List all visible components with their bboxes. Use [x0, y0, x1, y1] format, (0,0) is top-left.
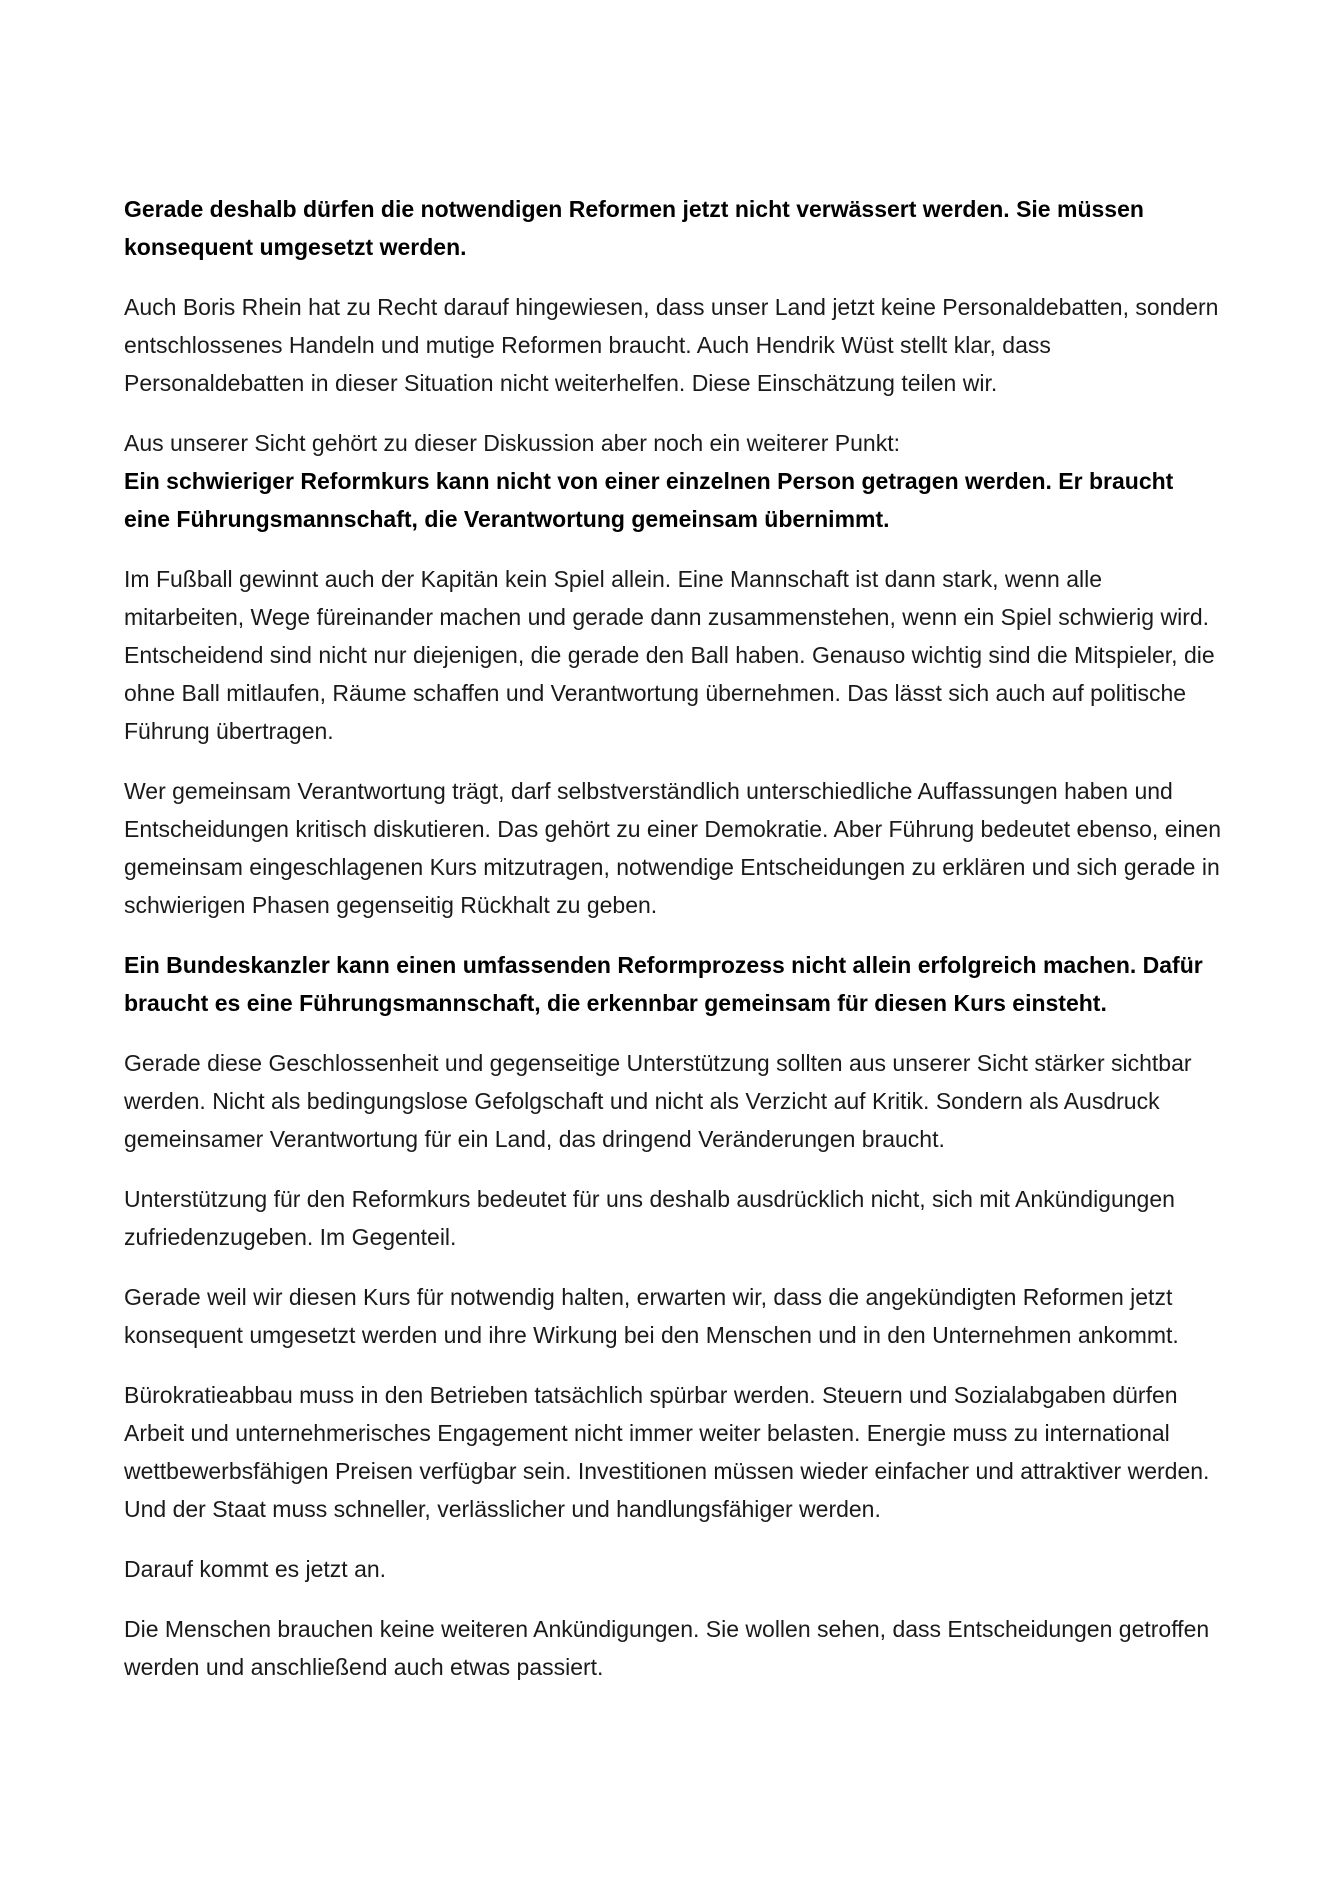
document-page — [124, 190, 1224, 1708]
paragraph-support: Unterstützung für den Reformkurs bedeutet für uns deshalb ausdrücklich nicht, sich mit Ankündigungen zufriedenzugeben. Im Gegenteil. — [124, 1186, 1175, 1250]
paragraph-bold-reforms: Gerade deshalb dürfen die notwendigen Reformen jetzt nicht verwässert werden. Sie müssen konsequent umgesetzt werden. — [124, 196, 1144, 260]
paragraph-closing: Die Menschen brauchen keine weiteren Ankündigungen. Sie wollen sehen, dass Entscheidungen getroffen werden und anschließend auch etwas passiert. — [124, 1616, 1210, 1680]
paragraph-emphasis: Ein schwieriger Reformkurs kann nicht von einer einzelnen Person getragen werden. Er braucht eine Führungsmannschaft, die Verantwortung gemeinsam übernimmt. — [124, 468, 1174, 532]
paragraph-rhein-wuest: Auch Boris Rhein hat zu Recht darauf hingewiesen, dass unser Land jetzt keine Personaldebatten, sondern entschlossenes Handeln und mutige Reformen braucht. Auch Hendrik Wüst stellt klar, dass Personaldebatten in dieser Situation nicht weiterhelfen. Diese Einschätzung teilen wir. — [124, 294, 1219, 396]
paragraph-football-analogy: Im Fußball gewinnt auch der Kapitän kein Spiel allein. Eine Mannschaft ist dann stark, wenn alle mitarbeiten, Wege füreinander machen und gerade dann zusammenstehen, wenn ein Spiel schwierig wird. Entscheidend sind nicht nur diejenigen, die gerade den Ball haben. Genauso wichtig sind die Mitspieler, die ohne Ball mitlaufen, Räume schaffen und Verantwortung übernehmen. Das lässt sich auch auf politische Führung übertragen. — [124, 566, 1215, 744]
paragraph-expectations: Gerade weil wir diesen Kurs für notwendig halten, erwarten wir, dass die angekündigten Reformen jetzt konsequent umgesetzt werden und ihre Wirkung bei den Menschen und in den Unternehmen ankommt. — [124, 1284, 1179, 1348]
paragraph-unity: Gerade diese Geschlossenheit und gegenseitige Unterstützung sollten aus unserer Sicht stärker sichtbar werden. Nicht als bedingungslose Gefolgschaft und nicht als Verzicht auf Kritik. Sondern als Ausdruck gemeinsamer Verantwortung für ein Land, das dringend Veränderungen braucht. — [124, 1050, 1192, 1152]
paragraph-demands: Bürokratieabbau muss in den Betrieben tatsächlich spürbar werden. Steuern und Sozialabgaben dürfen Arbeit und unternehmerisches Engagement nicht immer weiter belasten. Energie muss zu international wettbewerbsfähigen Preisen verfügbar sein. Investitionen müssen wieder einfacher und attraktiver werden. Und der Staat muss schneller, verlässlicher und handlungsfähiger werden. — [124, 1382, 1210, 1522]
paragraph-intro-line: Aus unserer Sicht gehört zu dieser Diskussion aber noch ein weiterer Punkt: — [124, 430, 901, 456]
paragraph-bold-chancellor: Ein Bundeskanzler kann einen umfassenden Reformprozess nicht allein erfolgreich machen. Dafür braucht es eine Führungsmannschaft, die erkennbar gemeinsam für diesen Kurs einsteht. — [124, 952, 1203, 1016]
paragraph-shared-responsibility: Wer gemeinsam Verantwortung trägt, darf selbstverständlich unterschiedliche Auffassungen haben und Entscheidungen kritisch diskutieren. Das gehört zu einer Demokratie. Aber Führung bedeutet ebenso, einen gemeinsam eingeschlagenen Kurs mitzutragen, notwendige Entscheidungen zu erklären und sich gerade in schwierigen Phasen gegenseitig Rückhalt zu geben. — [124, 778, 1221, 918]
paragraph-key-point: Darauf kommt es jetzt an. — [124, 1556, 387, 1582]
paragraph-leadership-team — [124, 424, 1224, 538]
